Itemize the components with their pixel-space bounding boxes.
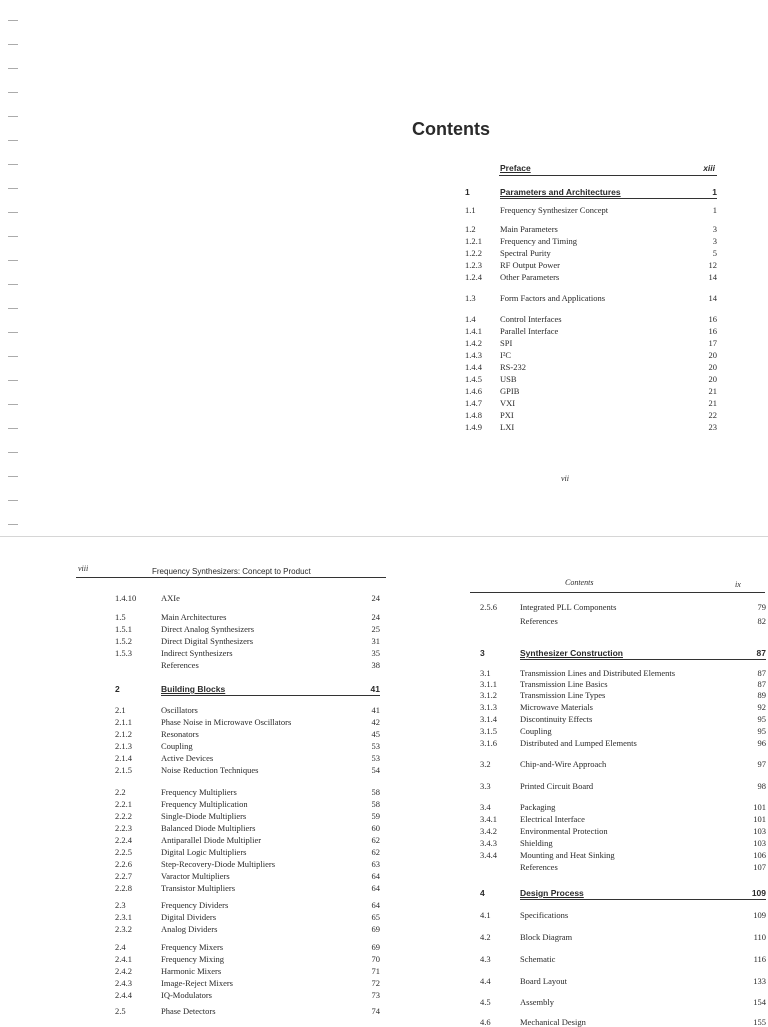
toc-entry-title: Direct Digital Synthesizers <box>161 636 254 646</box>
toc-entry-page: 101 <box>753 814 766 824</box>
toc-entry-page: 58 <box>371 799 380 809</box>
toc-entry-number: 1.4.9 <box>465 422 482 432</box>
toc-entry-number: 4.4 <box>480 976 491 986</box>
toc-entry-number: 2.2.1 <box>115 799 132 809</box>
toc-entry-number: 2.4.4 <box>115 990 132 1000</box>
toc-entry-title: IQ-Modulators <box>161 990 212 1000</box>
toc-entry-number: 2.2.8 <box>115 883 132 893</box>
toc-entry-number: 2.1.4 <box>115 753 132 763</box>
toc-entry-title: Harmonic Mixers <box>161 966 222 976</box>
toc-entry-title: Specifications <box>520 910 569 920</box>
toc-entry-title: Transmission Line Types <box>520 690 606 700</box>
toc-entry-title: Distributed and Lumped Elements <box>520 738 637 748</box>
toc-entry-page: 14 <box>708 272 717 282</box>
toc-entry-title: Form Factors and Applications <box>500 293 606 303</box>
toc-entry-page: 72 <box>371 978 380 988</box>
toc-entry-number: 1.2.4 <box>465 272 482 282</box>
toc-entry-title: Varactor Multipliers <box>161 871 230 881</box>
toc-entry-title: Frequency Dividers <box>161 900 229 910</box>
toc-entry-title: Printed Circuit Board <box>520 781 594 791</box>
page-number: ix <box>735 580 741 589</box>
toc-entry-number: 3.4.1 <box>480 814 497 824</box>
toc-entry-page: 22 <box>708 410 717 420</box>
toc-entry-page: 53 <box>371 741 380 751</box>
toc-entry-title: Image-Reject Mixers <box>161 978 233 988</box>
toc-entry-page: 20 <box>708 362 717 372</box>
toc-entry-title: References <box>161 660 199 670</box>
toc-entry-number: 2.3.2 <box>115 924 132 934</box>
toc-entry-title: GPIB <box>500 386 520 396</box>
toc-entry-page: 101 <box>753 802 766 812</box>
toc-entry-page: 109 <box>751 888 766 898</box>
toc-entry-page: 16 <box>708 314 717 324</box>
toc-entry-page: 41 <box>370 684 380 694</box>
toc-entry-page: 21 <box>708 386 717 396</box>
toc-entry-page: 24 <box>371 612 380 622</box>
toc-entry-number: 1.4.7 <box>465 398 482 408</box>
toc-entry-title: Integrated PLL Components <box>520 602 617 612</box>
toc-entry-number: 2.2.4 <box>115 835 132 845</box>
toc-entry-page: 24 <box>371 593 380 603</box>
toc-entry-page: 1 <box>712 187 717 197</box>
toc-entry-title: Transistor Multipliers <box>161 883 236 893</box>
toc-entry-page: 154 <box>753 997 766 1007</box>
toc-entry-title: Indirect Synthesizers <box>161 648 233 658</box>
toc-entry-number: 2.3.1 <box>115 912 132 922</box>
toc-entry-number: 2 <box>115 684 120 694</box>
toc-entry-page: 64 <box>371 871 380 881</box>
toc-entry-number: 1.4.6 <box>465 386 482 396</box>
toc-entry-number: 1.5 <box>115 612 126 622</box>
toc-entry-number: 3.1.4 <box>480 714 497 724</box>
toc-entry-number: 1.4.1 <box>465 326 482 336</box>
toc-entry-page: 69 <box>371 942 380 952</box>
toc-entry-page: 60 <box>371 823 380 833</box>
toc-entry-title: RF Output Power <box>500 260 560 270</box>
toc-entry-page: 53 <box>371 753 380 763</box>
toc-entry-title: Electrical Interface <box>520 814 585 824</box>
toc-entry-title: Parameters and Architectures <box>500 187 621 197</box>
toc-entry-number: 2.2.5 <box>115 847 132 857</box>
toc-entry-page: 110 <box>753 932 766 942</box>
toc-entry-number: 2.3 <box>115 900 126 910</box>
preface-rule <box>499 175 717 176</box>
toc-entry-page: 59 <box>371 811 380 821</box>
toc-entry-page: 35 <box>371 648 380 658</box>
page-title: Contents <box>412 119 490 139</box>
toc-entry-title: Main Architectures <box>161 612 227 622</box>
toc-entry-page: 103 <box>753 826 766 836</box>
contents-page-right <box>390 536 768 1027</box>
toc-entry-title: Control Interfaces <box>500 314 562 324</box>
page-number: viii <box>78 564 89 573</box>
toc-entry-number: 3.4 <box>480 802 491 812</box>
toc-entry-number: 2.1.2 <box>115 729 132 739</box>
chapter-rule <box>500 198 717 199</box>
toc-entry-number: 4.2 <box>480 932 491 942</box>
toc-entry-title: Design Process <box>520 888 584 898</box>
toc-entry-page: 64 <box>371 900 380 910</box>
toc-entry-title: Noise Reduction Techniques <box>161 765 259 775</box>
toc-entry-number: 3.1.6 <box>480 738 497 748</box>
preface-page: xiii <box>703 163 715 173</box>
toc-entry-number: 3.4.4 <box>480 850 497 860</box>
toc-entry-page: 103 <box>753 838 766 848</box>
toc-entry-number: 3.1 <box>480 668 491 678</box>
toc-entry-title: Phase Detectors <box>161 1006 216 1016</box>
toc-entry-page: 109 <box>753 910 766 920</box>
toc-entry-page: 69 <box>371 924 380 934</box>
toc-entry-title: Mounting and Heat Sinking <box>520 850 615 860</box>
toc-entry-title: Frequency Multipliers <box>161 787 237 797</box>
toc-entry-title: Microwave Materials <box>520 702 593 712</box>
chapter-rule <box>520 659 766 660</box>
toc-entry-number: 1.4.5 <box>465 374 482 384</box>
toc-entry-title: Synthesizer Construction <box>520 648 623 658</box>
toc-entry-number: 2.5 <box>115 1006 126 1016</box>
toc-entry-title: Transmission Lines and Distributed Elements <box>520 668 676 678</box>
toc-entry-title: PXI <box>500 410 514 420</box>
toc-entry-title: Frequency Multiplication <box>161 799 248 809</box>
toc-entry-number: 2.5.6 <box>480 602 497 612</box>
toc-entry-title: Single-Diode Multipliers <box>161 811 247 821</box>
toc-entry-page: 96 <box>757 738 766 748</box>
toc-entry-title: Oscillators <box>161 705 198 715</box>
toc-entry-number: 1.4.2 <box>465 338 482 348</box>
toc-entry-title: VXI <box>500 398 516 408</box>
toc-entry-title: Coupling <box>520 726 552 736</box>
running-head: Contents <box>565 578 594 587</box>
toc-entry-page: 17 <box>708 338 717 348</box>
toc-entry-page: 65 <box>371 912 380 922</box>
toc-entry-page: 98 <box>757 781 766 791</box>
toc-entry-page: 70 <box>371 954 380 964</box>
toc-entry-number: 4.3 <box>480 954 491 964</box>
toc-entry-number: 1 <box>465 187 470 197</box>
toc-entry-title: Step-Recovery-Diode Multipliers <box>161 859 276 869</box>
toc-entry-number: 2.2.3 <box>115 823 132 833</box>
toc-entry-page: 106 <box>753 850 766 860</box>
toc-entry-number: 1.3 <box>465 293 476 303</box>
toc-entry-number: 3.1.2 <box>480 690 497 700</box>
toc-entry-number: 3.1.5 <box>480 726 497 736</box>
running-head: Frequency Synthesizers: Concept to Product <box>152 567 311 576</box>
chapter-rule <box>520 899 766 900</box>
toc-entry-title: AXIe <box>161 593 180 603</box>
toc-entry-title: Parallel Interface <box>500 326 559 336</box>
toc-entry-number: 3.2 <box>480 759 491 769</box>
toc-entry-title: Antiparallel Diode Multiplier <box>161 835 262 845</box>
toc-entry-page: 107 <box>753 862 766 872</box>
toc-entry-number: 3 <box>480 648 485 658</box>
toc-entry-page: 38 <box>371 660 380 670</box>
toc-entry-number: 1.2 <box>465 224 476 234</box>
toc-entry-number: 1.4.3 <box>465 350 482 360</box>
toc-entry-number: 4.1 <box>480 910 491 920</box>
toc-entry-title: SPI <box>500 338 513 348</box>
toc-entry-title: LXI <box>500 422 515 432</box>
toc-entry-title: Assembly <box>520 997 554 1007</box>
toc-entry-number: 1.5.1 <box>115 624 132 634</box>
toc-entry-title: Digital Dividers <box>161 912 217 922</box>
toc-entry-page: 31 <box>371 636 380 646</box>
toc-entry-number: 4.5 <box>480 997 491 1007</box>
page-number: vii <box>561 474 569 483</box>
toc-entry-page: 23 <box>708 422 717 432</box>
toc-entry-title: References <box>520 862 558 872</box>
toc-entry-page: 87 <box>757 668 766 678</box>
toc-entry-title: Frequency and Timing <box>500 236 577 246</box>
toc-entry-page: 20 <box>708 350 717 360</box>
toc-entry-page: 12 <box>708 260 717 270</box>
toc-entry-title: Coupling <box>161 741 193 751</box>
toc-entry-title: Active Devices <box>161 753 214 763</box>
toc-entry-page: 89 <box>757 690 766 700</box>
preface-label: Preface <box>500 163 531 173</box>
toc-entry-page: 82 <box>757 616 766 626</box>
toc-entry-number: 1.4.8 <box>465 410 482 420</box>
toc-entry-number: 2.2.6 <box>115 859 132 869</box>
toc-entry-title: Shielding <box>520 838 553 848</box>
toc-entry-page: 64 <box>371 883 380 893</box>
toc-entry-title: USB <box>500 374 517 384</box>
toc-entry-page: 45 <box>371 729 380 739</box>
toc-entry-page: 74 <box>371 1006 380 1016</box>
toc-entry-page: 71 <box>371 966 380 976</box>
toc-entry-page: 97 <box>757 759 766 769</box>
toc-entry-page: 73 <box>371 990 380 1000</box>
toc-entry-page: 54 <box>371 765 380 775</box>
toc-entry-number: 1.5.3 <box>115 648 132 658</box>
toc-entry-page: 63 <box>371 859 380 869</box>
toc-entry-page: 133 <box>753 976 766 986</box>
toc-entry-page: 95 <box>757 726 766 736</box>
toc-entry-page: 3 <box>712 224 717 234</box>
toc-entry-number: 1.5.2 <box>115 636 132 646</box>
toc-entry-number: 3.3 <box>480 781 491 791</box>
toc-entry-title: Balanced Diode Multipliers <box>161 823 256 833</box>
toc-entry-number: 4.6 <box>480 1017 491 1027</box>
toc-entry-title: Resonators <box>161 729 199 739</box>
toc-entry-title: Transmission Line Basics <box>520 679 608 689</box>
toc-entry-title: Mechanical Design <box>520 1017 586 1027</box>
toc-entry-page: 21 <box>708 398 717 408</box>
toc-entry-number: 1.1 <box>465 205 476 215</box>
toc-entry-page: 95 <box>757 714 766 724</box>
toc-entry-page: 14 <box>708 293 717 303</box>
toc-entry-page: 5 <box>712 248 717 258</box>
toc-entry-page: 87 <box>756 648 766 658</box>
toc-entry-title: Frequency Synthesizer Concept <box>500 205 609 215</box>
toc-entry-title: Board Layout <box>520 976 567 986</box>
toc-entry-title: Discontinuity Effects <box>520 714 593 724</box>
toc-entry-title: RS-232 <box>500 362 526 372</box>
toc-entry-page: 16 <box>708 326 717 336</box>
toc-entry-number: 2.2.7 <box>115 871 132 881</box>
toc-entry-title: I²C <box>500 350 512 360</box>
toc-entry-number: 1.4.4 <box>465 362 482 372</box>
toc-entry-number: 2.4 <box>115 942 126 952</box>
toc-entry-number: 1.4 <box>465 314 476 324</box>
toc-entry-page: 3 <box>712 236 717 246</box>
toc-entry-number: 3.1.1 <box>480 679 497 689</box>
toc-entry-page: 92 <box>757 702 766 712</box>
toc-entry-page: 155 <box>753 1017 766 1027</box>
toc-entry-number: 1.2.2 <box>465 248 482 258</box>
toc-entry-title: References <box>520 616 558 626</box>
toc-entry-title: Building Blocks <box>161 684 226 694</box>
toc-entry-title: Digital Logic Multipliers <box>161 847 247 857</box>
toc-entry-page: 87 <box>757 679 766 689</box>
toc-entry-number: 2.2.2 <box>115 811 132 821</box>
toc-entry-number: 3.1.3 <box>480 702 497 712</box>
toc-entry-page: 116 <box>753 954 766 964</box>
toc-entry-number: 1.4.10 <box>115 593 137 603</box>
toc-entry-number: 4 <box>480 888 485 898</box>
toc-entry-title: Frequency Mixing <box>161 954 225 964</box>
toc-entry-title: Spectral Purity <box>500 248 551 258</box>
toc-entry-page: 1 <box>712 205 717 215</box>
toc-entry-page: 25 <box>371 624 380 634</box>
toc-entry-number: 1.2.3 <box>465 260 482 270</box>
toc-entry-title: Block Diagram <box>520 932 573 942</box>
toc-entry-number: 2.1 <box>115 705 126 715</box>
running-head-rule <box>76 577 386 578</box>
contents-page-left <box>0 536 390 1024</box>
toc-entry-number: 2.4.3 <box>115 978 132 988</box>
toc-entry-number: 2.2 <box>115 787 126 797</box>
toc-entry-number: 2.1.5 <box>115 765 132 775</box>
toc-entry-number: 2.4.2 <box>115 966 132 976</box>
toc-entry-number: 3.4.3 <box>480 838 497 848</box>
toc-entry-page: 42 <box>371 717 380 727</box>
toc-entry-title: Packaging <box>520 802 556 812</box>
toc-entry-title: Direct Analog Synthesizers <box>161 624 255 634</box>
toc-entry-number: 2.1.3 <box>115 741 132 751</box>
toc-entry-number: 3.4.2 <box>480 826 497 836</box>
toc-entry-page: 79 <box>757 602 766 612</box>
toc-entry-title: Chip-and-Wire Approach <box>520 759 607 769</box>
toc-entry-number: 1.2.1 <box>465 236 482 246</box>
toc-entry-page: 41 <box>371 705 380 715</box>
toc-entry-number: 2.4.1 <box>115 954 132 964</box>
toc-entry-title: Schematic <box>520 954 556 964</box>
toc-entry-page: 58 <box>371 787 380 797</box>
toc-entry-title: Frequency Mixers <box>161 942 224 952</box>
running-head-rule <box>470 592 765 593</box>
toc-entry-page: 62 <box>371 847 380 857</box>
toc-entry-page: 62 <box>371 835 380 845</box>
toc-entry-page: 20 <box>708 374 717 384</box>
chapter-rule <box>161 695 380 696</box>
toc-entry-title: Analog Dividers <box>161 924 218 934</box>
toc-entry-number: 2.1.1 <box>115 717 132 727</box>
toc-entry-title: Main Parameters <box>500 224 558 234</box>
toc-entry-title: Other Parameters <box>500 272 560 282</box>
toc-entry-title: Environmental Protection <box>520 826 608 836</box>
toc-entry-title: Phase Noise in Microwave Oscillators <box>161 717 292 727</box>
